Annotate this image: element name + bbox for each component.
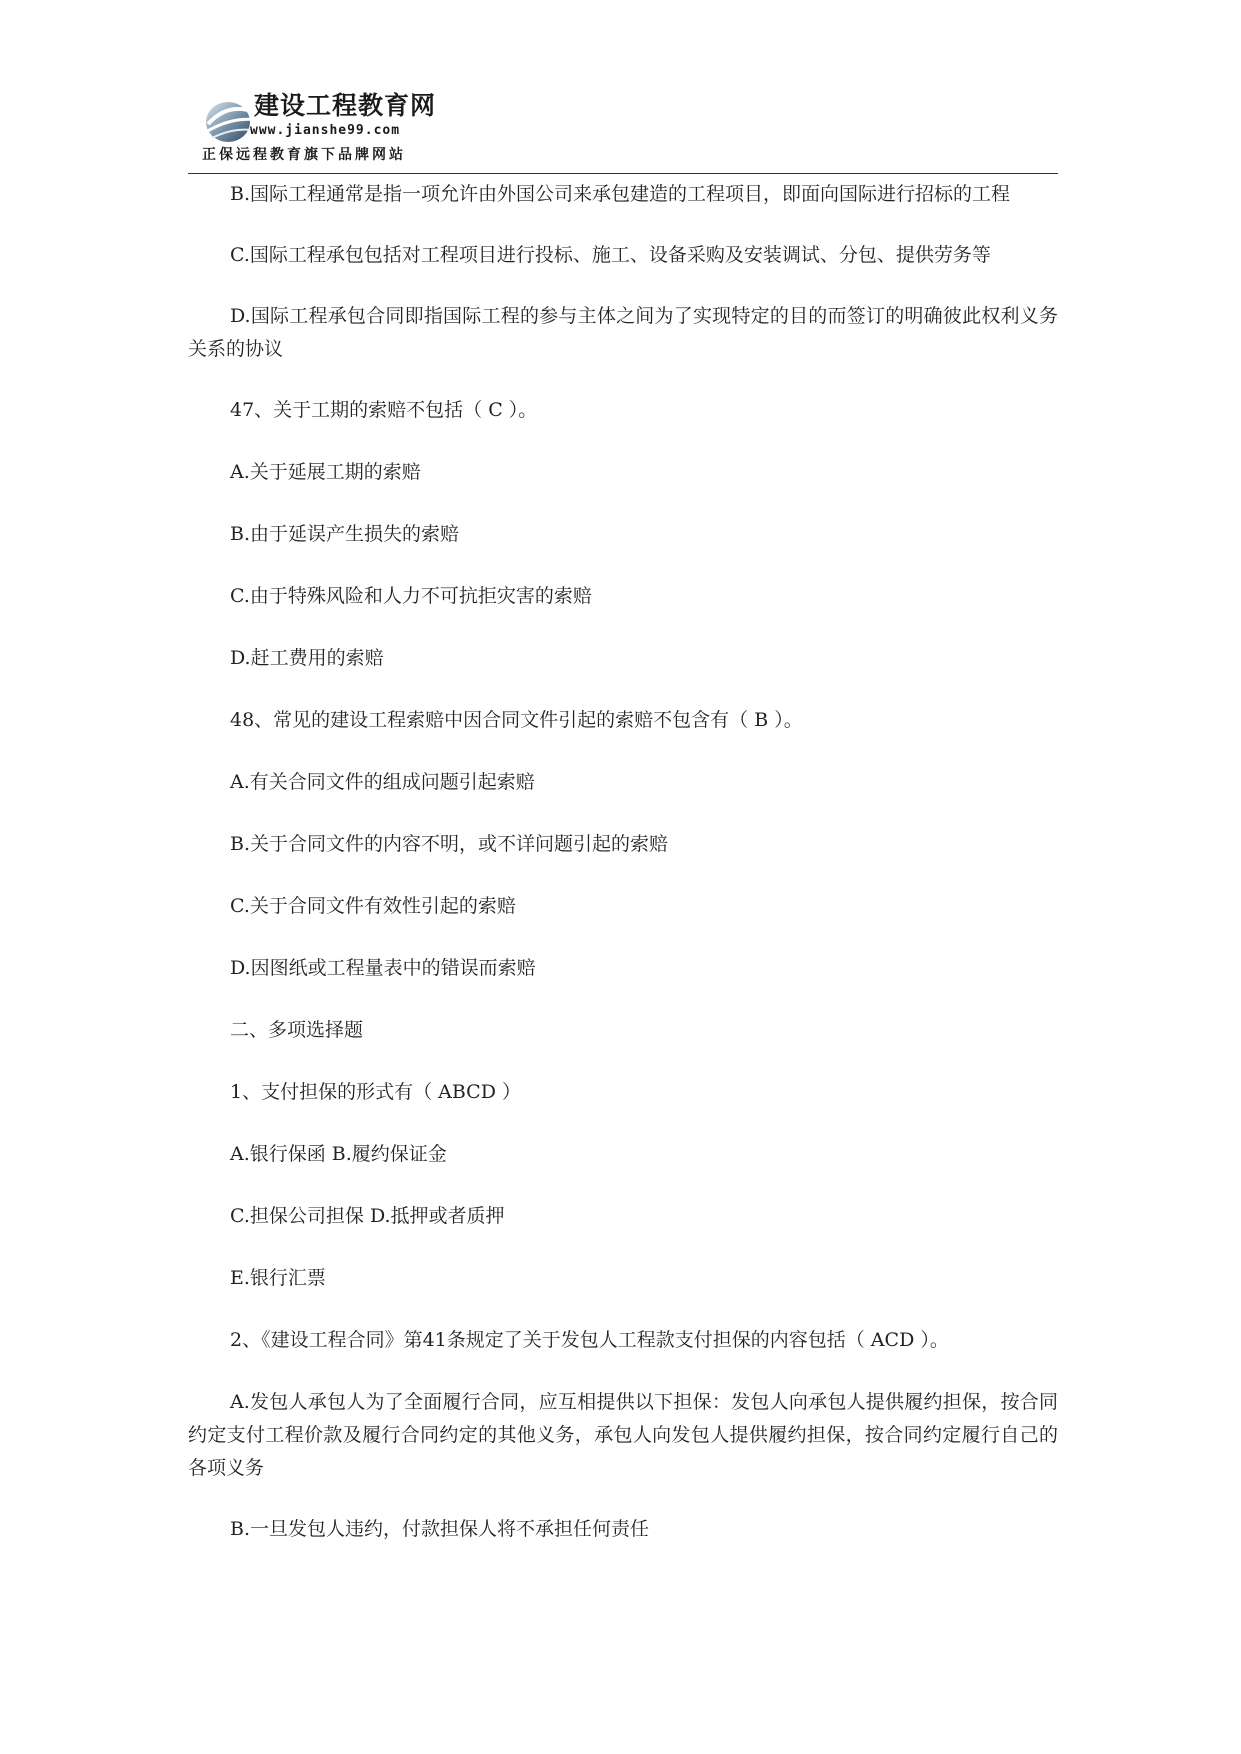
site-name: 建设工程教育网 [254,91,437,120]
site-tagline: 正保远程教育旗下品牌网站 [202,147,406,163]
header-divider [188,173,1058,174]
option-d: D.赶工费用的索赔 [230,647,384,669]
globe-logo-icon [202,94,262,150]
paragraph: B.国际工程通常是指一项允许由外国公司来承包建造的工程项目，即面向国际进行招标的工程 [230,183,1011,205]
option-a: A.有关合同文件的组成问题引起索赔 [230,771,535,793]
document-body [188,178,1058,1574]
option-c: C.关于合同文件有效性引起的索赔 [230,895,516,917]
question-1: 1、支付担保的形式有（ ABCD ） [230,1081,521,1103]
option-a: A.发包人承包人为了全面履行合同，应互相提供以下担保：发包人向承包人提供履约担保，按合同约定支付工程价款及履行合同约定的其他义务，承包人向发包人提供履约担保，按合同约定履行自己的各项义务 [188,1391,1058,1479]
site-url[interactable]: www.jianshe99.com [250,123,401,138]
section-heading: 二、多项选择题 [230,1019,364,1041]
option-b: B.一旦发包人违约，付款担保人将不承担任何责任 [230,1518,650,1540]
option-a: A.关于延展工期的索赔 [230,461,421,483]
question-2: 2、《建设工程合同》第41条规定了关于发包人工程款支付担保的内容包括（ ACD ）。 [230,1329,949,1351]
option-b: B.关于合同文件的内容不明，或不详问题引起的索赔 [230,833,669,855]
options-ab: A.银行保函 B.履约保证金 [230,1143,447,1165]
option-d: D.因图纸或工程量表中的错误而索赔 [230,957,536,979]
site-logo[interactable] [202,86,472,172]
option-b: B.由于延误产生损失的索赔 [230,523,460,545]
option-c: C.由于特殊风险和人力不可抗拒灾害的索赔 [230,585,592,607]
options-cd: C.担保公司担保 D.抵押或者质押 [230,1205,505,1227]
paragraph: C.国际工程承包包括对工程项目进行投标、施工、设备采购及安装调试、分包、提供劳务等 [230,244,991,266]
option-e: E.银行汇票 [230,1267,326,1289]
paragraph: D.国际工程承包合同即指国际工程的参与主体之间为了实现特定的目的而签订的明确彼此权利义务关系的协议 [188,305,1058,360]
question-47: 47、关于工期的索赔不包括（ C ）。 [230,399,538,421]
page-header [188,80,1058,174]
question-48: 48、常见的建设工程索赔中因合同文件引起的索赔不包含有（ B ）。 [230,709,803,731]
